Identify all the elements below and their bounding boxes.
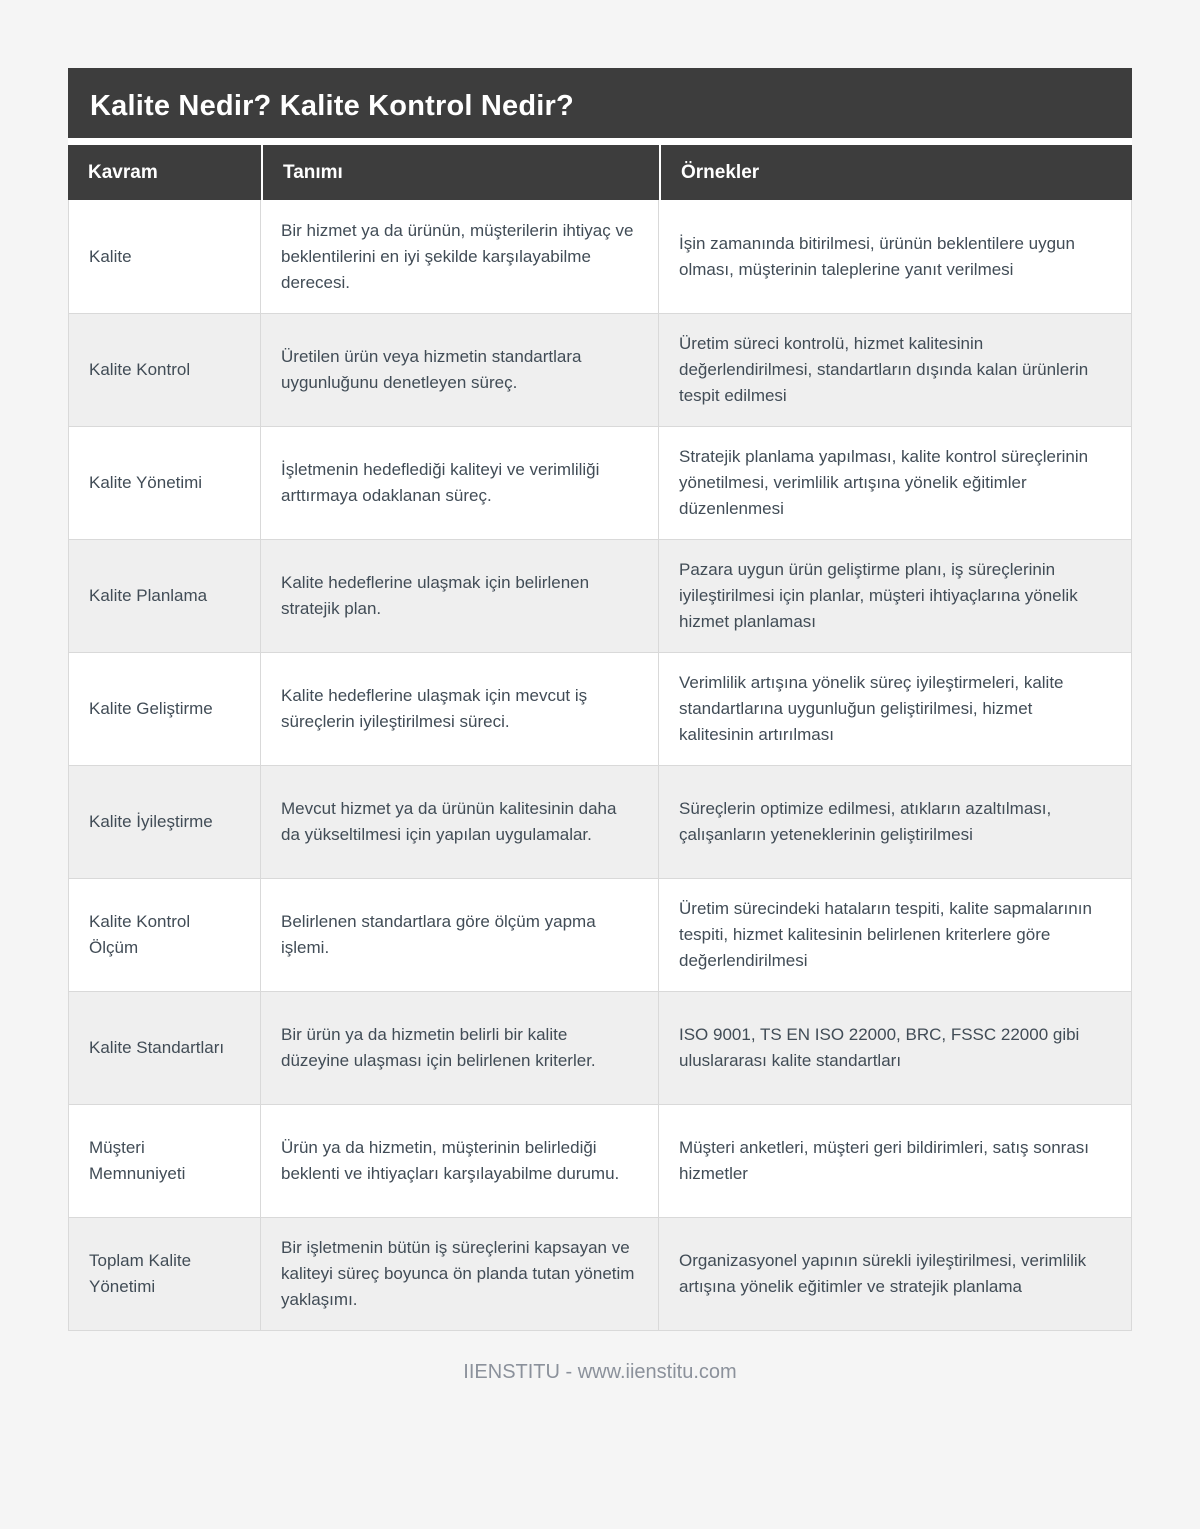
table-header-row bbox=[68, 145, 1132, 200]
table-body bbox=[68, 200, 1132, 1331]
cell-tanim: Bir işletmenin bütün iş süreçlerini kapsayan ve kaliteyi süreç boyunca ön planda tutan yönetim yaklaşımı. bbox=[261, 1218, 659, 1330]
column-header-ornekler: Örnekler bbox=[659, 145, 1132, 200]
table-row bbox=[69, 200, 1131, 313]
cell-kavram: Müşteri Memnuniyeti bbox=[69, 1105, 261, 1217]
column-header-kavram: Kavram bbox=[88, 161, 158, 183]
cell-ornekler: ISO 9001, TS EN ISO 22000, BRC, FSSC 22000 gibi uluslararası kalite standartları bbox=[679, 1025, 1080, 1070]
cell-ornekler: Organizasyonel yapının sürekli iyileştirilmesi, verimlilik artışına yönelik eğitimler ve stratejik planlama bbox=[679, 1251, 1087, 1296]
cell-ornekler: Üretim süreci kontrolü, hizmet kalitesinin değerlendirilmesi, standartların dışında kalan ürünlerin tespit edilmesi bbox=[679, 334, 1089, 405]
cell-kavram: Kalite Standartları bbox=[69, 992, 261, 1104]
cell-kavram: Kalite bbox=[69, 200, 261, 313]
cell-ornekler: Verimlilik artışına yönelik süreç iyileştirmeleri, kalite standartlarına uygunluğun geliştirilmesi, hizmet kalitesinin artırılması bbox=[679, 673, 1064, 744]
cell-kavram: Kalite İyileştirme bbox=[69, 766, 261, 878]
cell-kavram: Kalite Kontrol Ölçüm bbox=[69, 879, 261, 991]
table-row bbox=[69, 313, 1131, 426]
cell-kavram: Kalite Geliştirme bbox=[69, 653, 261, 765]
cell-tanim: İşletmenin hedeflediği kaliteyi ve verimliliği arttırmaya odaklanan süreç. bbox=[261, 427, 659, 539]
cell-kavram: Kalite Planlama bbox=[69, 540, 261, 652]
cell-kavram: Kalite Yönetimi bbox=[69, 427, 261, 539]
table-row bbox=[69, 1217, 1131, 1330]
cell-ornekler: Stratejik planlama yapılması, kalite kontrol süreçlerinin yönetilmesi, verimlilik artışına yönelik eğitimler düzenlenmesi bbox=[679, 447, 1089, 518]
table-row bbox=[69, 991, 1131, 1104]
cell-tanim: Ürün ya da hizmetin, müşterinin belirlediği beklenti ve ihtiyaçları karşılayabilme durumu. bbox=[261, 1105, 659, 1217]
cell-tanim: Mevcut hizmet ya da ürünün kalitesinin daha da yükseltilmesi için yapılan uygulamalar. bbox=[261, 766, 659, 878]
table-row bbox=[69, 1104, 1131, 1217]
cell-tanim: Bir ürün ya da hizmetin belirli bir kalite düzeyine ulaşması için belirlenen kriterler. bbox=[261, 992, 659, 1104]
cell-tanim: Belirlenen standartlara göre ölçüm yapma işlemi. bbox=[261, 879, 659, 991]
cell-ornekler: İşin zamanında bitirilmesi, ürünün beklentilere uygun olması, müşterinin taleplerine yanıt verilmesi bbox=[679, 233, 1075, 279]
cell-tanim: Kalite hedeflerine ulaşmak için mevcut iş süreçlerin iyileştirilmesi süreci. bbox=[261, 653, 659, 765]
column-header-tanimi: Tanımı bbox=[261, 145, 659, 200]
cell-ornekler: Müşteri anketleri, müşteri geri bildirimleri, satış sonrası hizmetler bbox=[679, 1138, 1090, 1183]
quality-definitions-table-card bbox=[68, 68, 1132, 1331]
cell-tanim: Bir hizmet ya da ürünün, müşterilerin ihtiyaç ve beklentilerini en iyi şekilde karşılayabilme derecesi. bbox=[261, 200, 659, 313]
footer-credit: IIENSTITU - www.iienstitu.com bbox=[463, 1361, 737, 1383]
cell-kavram: Toplam Kalite Yönetimi bbox=[69, 1218, 261, 1330]
table-row bbox=[69, 652, 1131, 765]
cell-ornekler: Pazara uygun ürün geliştirme planı, iş süreçlerinin iyileştirilmesi için planlar, müşteri ihtiyaçlarına yönelik hizmet planlaması bbox=[679, 560, 1078, 631]
table-row bbox=[69, 878, 1131, 991]
table-row bbox=[69, 539, 1131, 652]
table-row bbox=[69, 426, 1131, 539]
page-title: Kalite Nedir? Kalite Kontrol Nedir? bbox=[68, 68, 1132, 145]
cell-kavram: Kalite Kontrol bbox=[69, 314, 261, 426]
table-row bbox=[69, 765, 1131, 878]
cell-tanim: Kalite hedeflerine ulaşmak için belirlenen stratejik plan. bbox=[261, 540, 659, 652]
cell-tanim: Üretilen ürün veya hizmetin standartlara uygunluğunu denetleyen süreç. bbox=[261, 314, 659, 426]
cell-ornekler: Üretim sürecindeki hataların tespiti, kalite sapmalarının tespiti, hizmet kalitesinin belirlenen kriterlere göre değerlendirilmesi bbox=[679, 899, 1092, 970]
cell-ornekler: Süreçlerin optimize edilmesi, atıkların azaltılması, çalışanların yeteneklerinin geliştirilmesi bbox=[679, 799, 1052, 844]
